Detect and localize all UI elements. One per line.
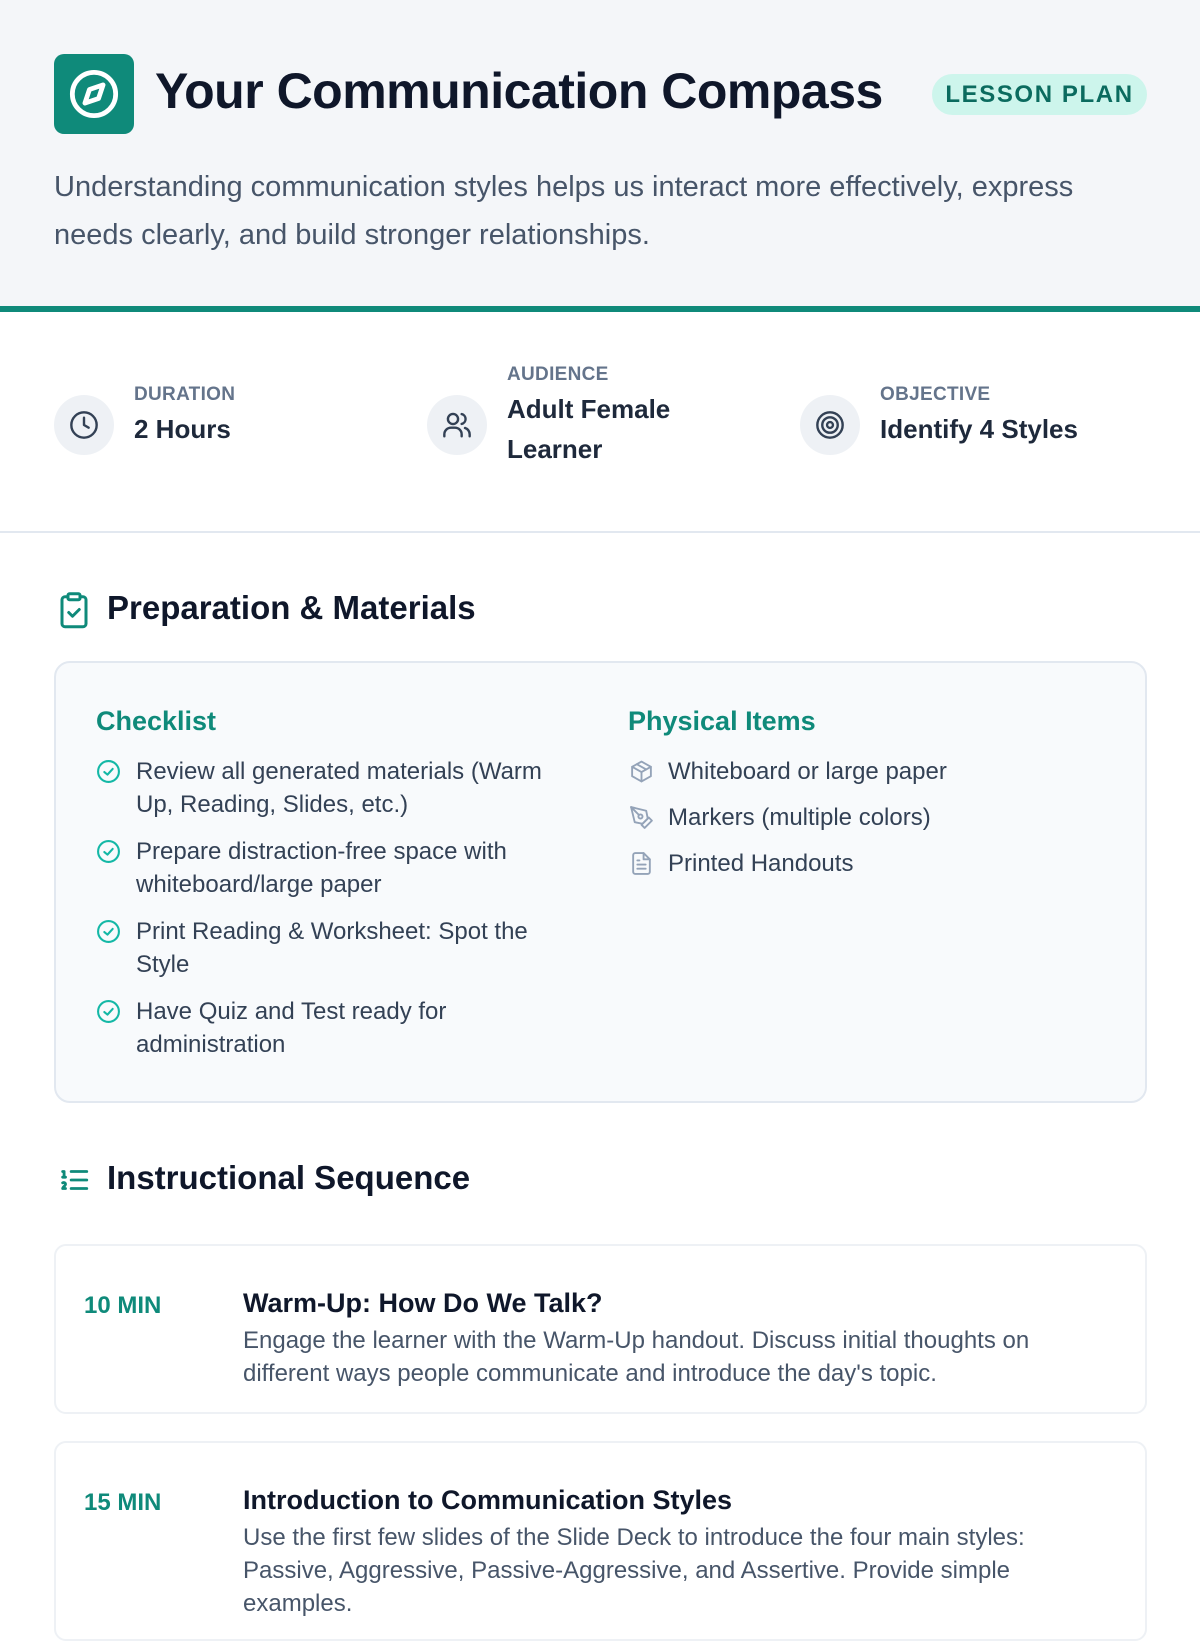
physical-items-title: Physical Items <box>628 706 816 736</box>
box-icon <box>629 759 654 789</box>
clipboard-check-icon <box>56 591 92 636</box>
clock-icon <box>54 395 114 455</box>
checklist-item: Have Quiz and Test ready for administration <box>136 998 447 1058</box>
audience-value: Adult Female Learner <box>507 394 671 464</box>
duration-value: 2 Hours <box>134 414 231 444</box>
checklist-title: Checklist <box>96 706 217 736</box>
checklist-item: Review all generated materials (Warm Up, Reading, Slides, etc.) <box>136 758 542 818</box>
compass-icon <box>54 54 134 134</box>
preparation-card <box>54 661 1147 1103</box>
preparation-title: Preparation & Materials <box>107 589 476 626</box>
physical-item: Printed Handouts <box>668 850 854 877</box>
pen-tool-icon <box>629 805 654 835</box>
lesson-header <box>0 0 1200 312</box>
target-icon <box>800 395 860 455</box>
sequence-title: Instructional Sequence <box>107 1159 471 1196</box>
step-duration: 10 MIN <box>84 1292 162 1319</box>
step-duration: 15 MIN <box>84 1489 162 1516</box>
objective-value: Identify 4 Styles <box>880 414 1078 444</box>
lesson-plan-badge: LESSON PLAN <box>932 74 1147 115</box>
checklist-item: Prepare distraction-free space with whiteboard/large paper <box>136 838 507 898</box>
lesson-meta <box>0 318 1200 533</box>
step-title: Introduction to Communication Styles <box>243 1485 733 1515</box>
step-description: Engage the learner with the Warm-Up handout. Discuss initial thoughts on different ways people communicate and introduce the day's topic. <box>243 1327 1030 1387</box>
audience-label: AUDIENCE <box>507 364 609 385</box>
list-ordered-icon <box>56 1163 92 1202</box>
step-description: Use the first few slides of the Slide Deck to introduce the four main styles: Passive, Aggressive, Passive-Aggressive, and Assertive. Provide simple examples. <box>243 1524 1025 1617</box>
intro-text: Understanding communication styles helps us interact more effectively, express needs clearly, and build stronger relationships. <box>54 171 1074 251</box>
check-circle-icon <box>96 839 121 869</box>
check-circle-icon <box>96 999 121 1029</box>
sequence-step <box>54 1244 1147 1414</box>
duration-label: DURATION <box>134 384 236 405</box>
check-circle-icon <box>96 759 121 789</box>
page-title: Your Communication Compass <box>155 63 883 119</box>
users-icon <box>427 395 487 455</box>
objective-label: OBJECTIVE <box>880 384 991 405</box>
sequence-step <box>54 1441 1147 1641</box>
file-text-icon <box>629 851 654 881</box>
step-title: Warm-Up: How Do We Talk? <box>243 1288 603 1318</box>
check-circle-icon <box>96 919 121 949</box>
checklist-item: Print Reading & Worksheet: Spot the Style <box>136 918 528 978</box>
physical-item: Whiteboard or large paper <box>668 758 947 785</box>
physical-item: Markers (multiple colors) <box>668 804 931 831</box>
